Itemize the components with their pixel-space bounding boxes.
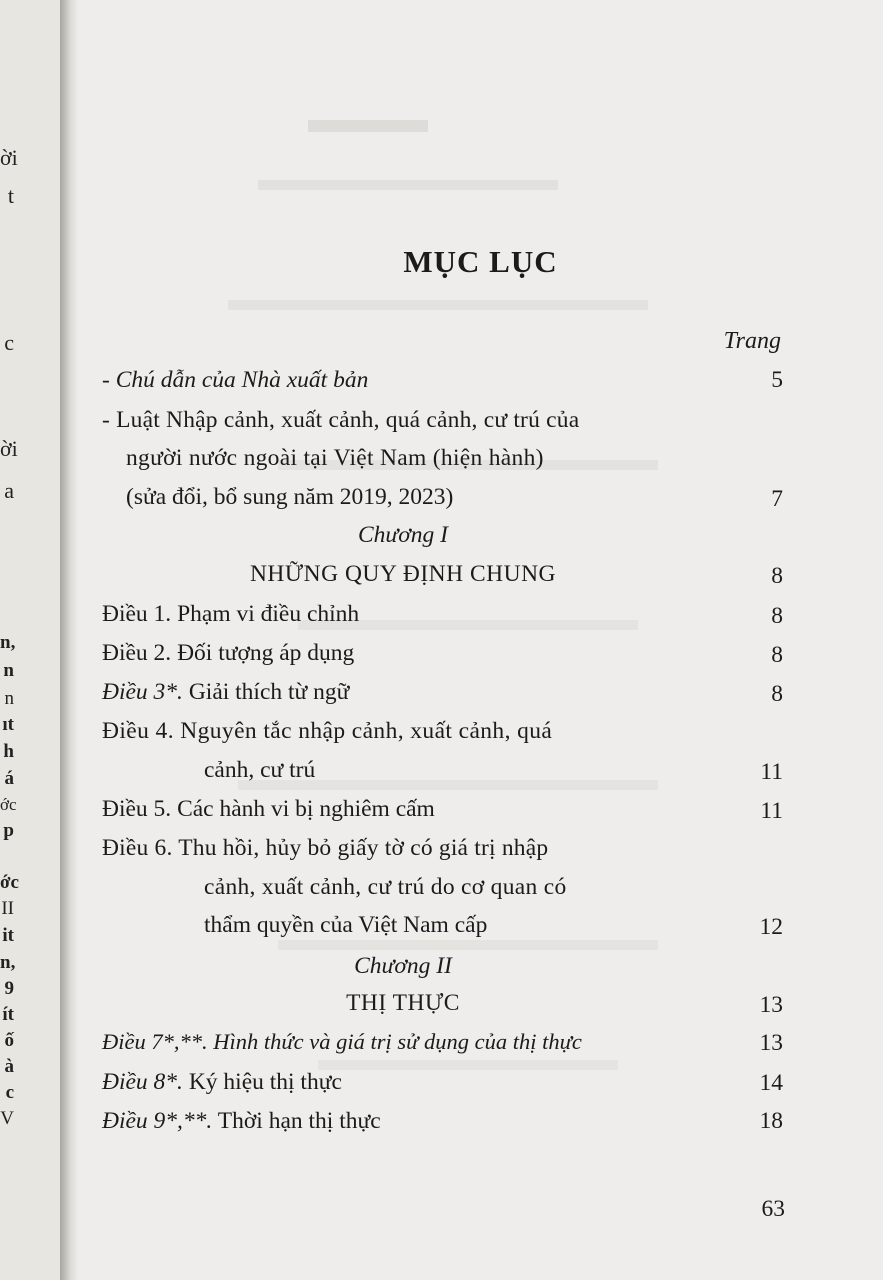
article-label: Điều 6.	[102, 835, 173, 861]
article-label: Điều 5.	[102, 796, 172, 822]
facing-page-fragment: h	[3, 741, 14, 762]
article-title: Đối tượng áp dụng	[177, 640, 355, 666]
chapter-heading[interactable]: NHỮNG QUY ĐỊNH CHUNG	[249, 561, 557, 587]
toc-entry-law-line3: (sửa đổi, bổ sung năm 2019, 2023)	[126, 484, 454, 510]
article-label: Điều 8*.	[102, 1069, 183, 1095]
table-of-contents-page	[78, 0, 883, 1280]
article-title: Hình thức và giá trị sử dụng của thị thực	[213, 1029, 582, 1054]
facing-page-fragment: ıt	[2, 714, 14, 735]
facing-page-fragment: ớc	[0, 872, 19, 893]
facing-page-fragment: n	[3, 660, 14, 681]
article-title: Thu hồi, hủy bỏ giấy tờ có giá trị nhập	[178, 835, 549, 861]
facing-page-fragment: 9	[4, 978, 14, 999]
chapter-label: Chương I	[358, 522, 448, 548]
toc-entry-law-line2: người nước ngoài tại Việt Nam (hiện hành)	[126, 445, 544, 471]
article-label: Điều 9*,**.	[102, 1108, 213, 1134]
toc-page-number: 12	[759, 914, 783, 940]
toc-article[interactable]	[102, 1108, 381, 1135]
article-title-continued: cảnh, xuất cảnh, cư trú do cơ quan có	[204, 874, 567, 900]
chapter-label: Chương II	[354, 953, 452, 979]
facing-page-fragment: II	[1, 898, 14, 919]
facing-page-fragment: ời	[0, 436, 18, 461]
toc-page-number: 11	[760, 798, 783, 824]
article-title: Nguyên tắc nhập cảnh, xuất cảnh, quá	[180, 718, 553, 744]
article-title: Ký hiệu thị thực	[188, 1069, 342, 1095]
facing-page-fragment: n,	[0, 952, 16, 973]
facing-page-fragment: p	[3, 820, 14, 841]
facing-page-edge	[0, 0, 61, 1280]
toc-page-number: 14	[759, 1070, 783, 1096]
toc-article[interactable]	[102, 601, 359, 628]
toc-entry-law-line1[interactable]: - Luật Nhập cảnh, xuất cảnh, quá cảnh, cư trú của	[102, 407, 580, 433]
page-title: MỤC LỤC	[403, 244, 558, 279]
page-number: 63	[761, 1196, 785, 1222]
facing-page-fragment: it	[2, 925, 14, 946]
facing-page-fragment: à	[4, 1056, 14, 1077]
facing-page-fragment: ớc	[0, 795, 17, 814]
article-title-continued: thẩm quyền của Việt Nam cấp	[204, 912, 488, 938]
facing-page-fragment: n	[4, 688, 14, 709]
toc-article[interactable]	[102, 835, 548, 862]
toc-page-number: 8	[771, 642, 783, 668]
facing-page-fragment: c	[5, 1082, 14, 1103]
book-gutter	[60, 0, 78, 1280]
article-label: Điều 2.	[102, 640, 172, 666]
toc-page-number: 8	[771, 563, 783, 589]
toc-article[interactable]	[102, 640, 354, 667]
facing-page-fragment: n,	[0, 632, 16, 653]
toc-page-number: 7	[771, 486, 783, 512]
article-title: Phạm vi điều chỉnh	[177, 601, 360, 627]
facing-page-fragment: V	[0, 1108, 14, 1129]
toc-article[interactable]	[102, 679, 349, 706]
toc-page-number: 11	[760, 759, 783, 785]
toc-article[interactable]	[102, 718, 552, 745]
toc-page-number: 8	[771, 681, 783, 707]
facing-page-fragment: c	[4, 330, 14, 355]
toc-page-number: 8	[771, 603, 783, 629]
facing-page-fragment: ít	[2, 1004, 14, 1025]
toc-page-number: 18	[759, 1108, 783, 1134]
chapter-heading[interactable]: THỊ THỰC	[346, 990, 460, 1016]
facing-page-fragment: ố	[4, 1030, 14, 1051]
facing-page-fragment: t	[7, 183, 14, 208]
article-label: Điều 4.	[102, 718, 174, 744]
article-title-continued: cảnh, cư trú	[204, 757, 316, 783]
toc-page-number: 13	[759, 1030, 783, 1056]
facing-page-fragment: ời	[0, 145, 18, 170]
facing-page-fragment: a	[4, 478, 14, 503]
toc-article[interactable]	[102, 1069, 342, 1096]
facing-page-fragment: á	[4, 768, 14, 789]
article-title: Giải thích từ ngữ	[188, 679, 350, 705]
page-column-label: Trang	[723, 328, 781, 354]
toc-page-number: 13	[759, 992, 783, 1018]
article-label: Điều 7*,**.	[102, 1029, 208, 1054]
toc-article[interactable]	[102, 796, 435, 823]
article-title: Thời hạn thị thực	[217, 1108, 381, 1134]
article-title: Các hành vi bị nghiêm cấm	[177, 796, 435, 822]
toc-page-number: 5	[771, 367, 783, 393]
toc-article[interactable]	[102, 1029, 582, 1055]
article-label: Điều 3*.	[102, 679, 183, 705]
toc-entry-publisher-note[interactable]: - Chú dẫn của Nhà xuất bản	[102, 367, 369, 393]
article-label: Điều 1.	[102, 601, 172, 627]
